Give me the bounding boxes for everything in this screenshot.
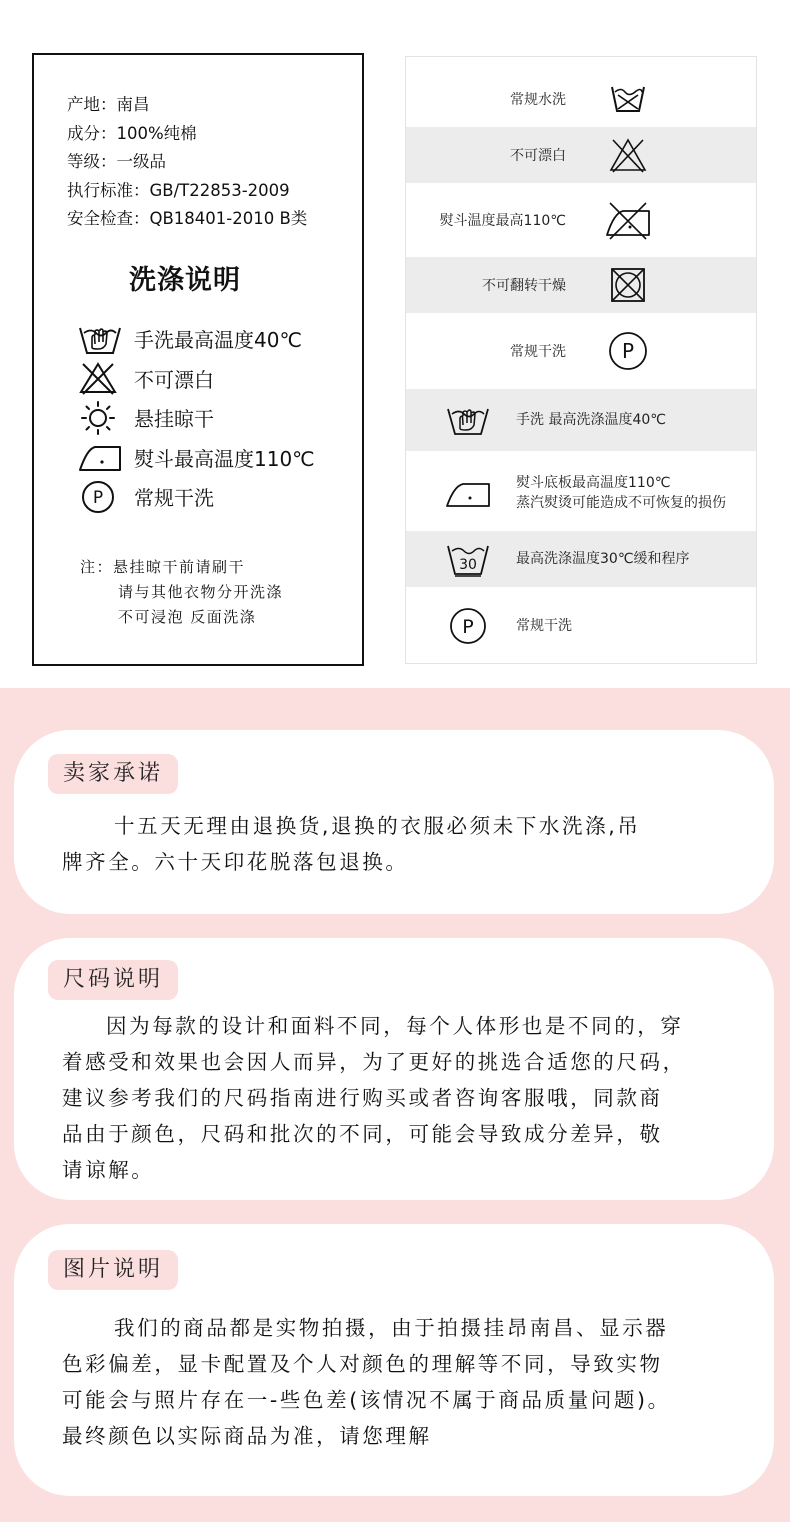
info-origin: 产地：南昌 — [67, 95, 150, 114]
size-guide-tag: 尺码说明 — [48, 960, 178, 1000]
care-label-card — [32, 53, 364, 666]
product-info-list — [67, 91, 307, 234]
symbol-row-iron-steam — [406, 455, 756, 531]
care-item-no-bleach — [78, 359, 315, 399]
symbol-label: 不可漂白 — [510, 148, 566, 164]
care-item-sun-dry — [78, 398, 315, 438]
symbol-desc: 最高洗涤温度30℃缓和程序 — [516, 551, 690, 567]
care-text-sun-dry: 悬挂晾干 — [134, 407, 214, 432]
size-guide-card — [14, 938, 774, 1200]
care-symbol-table — [405, 56, 757, 664]
policy-section — [0, 688, 790, 1522]
dry-clean-p-icon — [78, 480, 124, 514]
dry-clean-p-icon — [432, 606, 504, 646]
note-line: 注：悬挂晾干前请刷干 — [80, 558, 246, 576]
wash-tub-icon — [588, 84, 668, 114]
care-item-hand-wash — [78, 319, 315, 359]
p-letter: P — [462, 616, 474, 638]
care-note — [80, 555, 283, 630]
symbol-label: 熨斗温度最高110℃ — [439, 213, 566, 229]
p-letter: P — [621, 339, 635, 363]
dry-clean-p-icon — [588, 331, 668, 371]
seller-promise-text: 十五天无理由退换货,退换的衣服必须未下水洗涤,吊 牌齐全。六十天印花脱落包退换。 — [62, 814, 641, 874]
note-line: 不可浸泡 反面洗涤 — [118, 608, 257, 626]
care-text-hand-wash: 手洗最高温度40℃ — [134, 328, 302, 353]
no-bleach-icon — [78, 361, 124, 395]
symbol-row-dry-clean — [406, 313, 756, 389]
symbol-row-no-tumble — [406, 257, 756, 313]
info-composition: 成分：100%纯棉 — [67, 123, 197, 143]
symbol-row-no-bleach — [406, 127, 756, 183]
photo-note-text: 我们的商品都是实物拍摄，由于拍摄挂昂南昌、显示器 色彩偏差，显卡配置及个人对颜色的理解等不同，导致实物 可能会与照片存在一-些色差(该情况不属于商品质量问题)。 最终颜色以实际商品为准，请您理解 — [62, 1316, 671, 1448]
iron-icon — [78, 440, 124, 474]
info-safety: 安全检查：QB18401-2010 B类 — [67, 209, 308, 228]
no-bleach-icon — [588, 137, 668, 173]
symbol-row-wash-30 — [406, 531, 756, 587]
symbol-label: 不可翻转干燥 — [482, 278, 566, 294]
symbol-desc: 手洗 最高洗涤温度40℃ — [516, 412, 666, 428]
symbol-desc: 熨斗底板最高温度110℃ 蒸汽熨烫可能造成不可恢复的损伤 — [516, 475, 726, 511]
symbol-row-iron-110 — [406, 183, 756, 257]
symbol-row-dry-clean-2 — [406, 587, 756, 665]
photo-note-tag: 图片说明 — [48, 1250, 178, 1290]
wash-30-number: 30 — [459, 557, 477, 573]
symbol-desc: 常规干洗 — [516, 618, 572, 634]
iron-icon — [432, 476, 504, 510]
wash-30-icon — [432, 541, 504, 577]
care-text-dry-clean: 常规干洗 — [134, 486, 214, 511]
note-line: 请与其他衣物分开洗涤 — [118, 583, 284, 601]
care-text-iron: 熨斗最高温度110℃ — [134, 446, 315, 471]
size-guide-text: 因为每款的设计和面料不同，每个人体形也是不同的，穿 着感受和效果也会因人而异，为了更好的挑选合适您的尺码， 建议参考我们的尺码指南进行购买或者咨询客服哦，同款商 品由于颜色，尺码和批次的不同，可能会导致成分差异，敬 请谅解。 — [62, 1014, 686, 1182]
care-item-iron — [78, 438, 315, 478]
care-title: 洗涤说明 — [129, 265, 241, 296]
seller-promise-card — [14, 730, 774, 914]
symbol-row-wash — [406, 71, 756, 127]
symbol-label: 常规水洗 — [510, 92, 566, 108]
care-item-dry-clean — [78, 477, 315, 517]
no-iron-icon — [588, 199, 668, 241]
no-tumble-dry-icon — [588, 267, 668, 303]
hand-wash-icon — [78, 322, 124, 356]
symbol-row-hand-wash — [406, 389, 756, 451]
care-text-no-bleach: 不可漂白 — [134, 367, 214, 392]
info-grade: 等级：一级品 — [67, 152, 166, 171]
info-standard: 执行标准：GB/T22853-2009 — [67, 180, 290, 200]
sun-dry-icon — [78, 401, 124, 435]
hand-wash-icon — [432, 403, 504, 437]
symbol-label: 常规干洗 — [510, 344, 566, 360]
photo-note-card — [14, 1224, 774, 1496]
seller-promise-tag: 卖家承诺 — [48, 754, 178, 794]
p-letter: P — [92, 487, 104, 508]
care-instruction-list — [78, 319, 315, 517]
